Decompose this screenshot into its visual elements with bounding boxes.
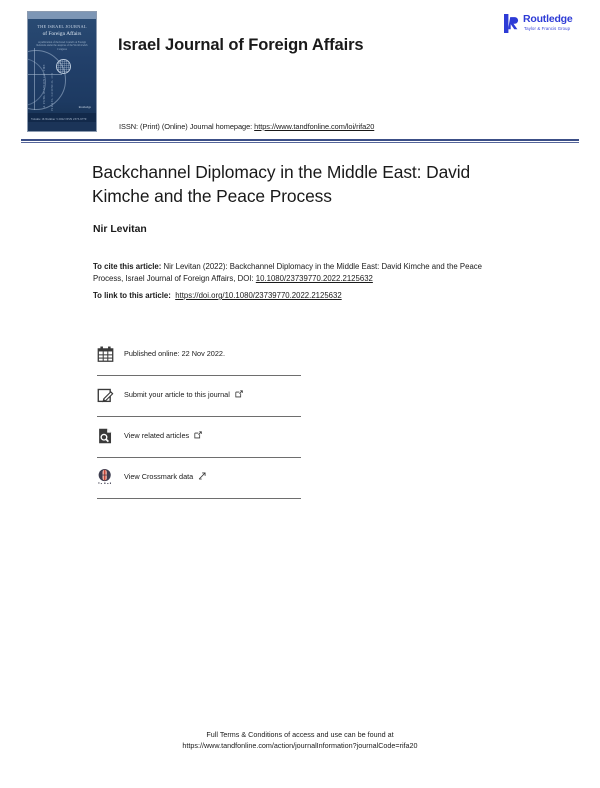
cover-vertical-text: A PUBLICATION OF THE — [42, 64, 46, 108]
meta-label-related-articles — [124, 431, 202, 440]
meta-row-submit-article[interactable] — [97, 375, 301, 416]
meta-row-end — [97, 498, 301, 499]
article-metadata-list — [97, 334, 301, 499]
meta-separator — [97, 416, 301, 417]
cover-vertical-line — [34, 48, 35, 110]
header-rule-bottom — [21, 142, 579, 143]
doi-url-link[interactable]: https://doi.org/10.1080/23739770.2022.2125632 — [175, 291, 342, 300]
related-articles-icon — [97, 427, 114, 445]
external-link-icon — [198, 472, 206, 480]
citation-block — [93, 261, 508, 284]
article-author: Nir Levitan — [93, 224, 147, 235]
routledge-mark-icon — [504, 14, 519, 33]
header-rule-top — [21, 139, 579, 141]
calendar-icon — [97, 345, 114, 363]
meta-label-published-online: Published online: 22 Nov 2022. — [124, 349, 226, 358]
doi-link[interactable]: 10.1080/23739770.2022.2125632 — [255, 273, 373, 283]
cite-text: Nir Levitan (2022): Backchannel Diplomacy in the Middle East: David Kimche and the Peace Process, Israel Journal of Foreign Affairs, DOI: — [93, 262, 483, 283]
external-link-icon — [235, 390, 243, 398]
cover-issue-line: Volume 16 Number 3 2022 ISSN 2373-9770 — [31, 116, 87, 121]
cover-subtitle: A publication of the Israel Council on Foreign Relations under the auspices of the World Jewish Congress — [36, 41, 88, 51]
footer-line-1: Full Terms & Conditions of access and use can be found at — [206, 730, 394, 739]
routledge-logo[interactable] — [504, 13, 584, 39]
issn-prefix: ISSN: (Print) (Online) Journal homepage: — [119, 122, 253, 131]
meta-separator — [97, 498, 301, 499]
cover-title-line1: THE ISRAEL JOURNAL — [37, 24, 87, 29]
issn-homepage-line — [119, 122, 374, 131]
meta-row-published-online — [97, 334, 301, 375]
cover-publisher-mark: Routledge — [78, 105, 91, 109]
meta-label-crossmark — [124, 472, 206, 481]
meta-text-submit-article: Submit your article to this journal — [124, 390, 230, 399]
page-footer — [0, 729, 600, 751]
submit-article-icon — [97, 386, 114, 404]
external-link-icon — [194, 431, 202, 439]
journal-homepage-link[interactable]: https://www.tandfonline.com/loi/rifa20 — [254, 122, 375, 131]
meta-row-crossmark[interactable] — [97, 457, 301, 498]
cover-title-line2: of Foreign Affairs — [42, 31, 82, 37]
crossmark-icon — [97, 468, 114, 486]
meta-separator — [97, 457, 301, 458]
article-title: Backchannel Diplomacy in the Middle East: David Kimche and the Peace Process — [92, 162, 471, 206]
meta-text-crossmark: View Crossmark data — [124, 472, 194, 481]
meta-row-related-articles[interactable] — [97, 416, 301, 457]
cite-label: To cite this article: — [93, 262, 162, 271]
cover-vertical-text-2: ISRAEL COUNCIL ON — [50, 72, 54, 112]
meta-label-submit-article — [124, 390, 243, 399]
link-label: To link to this article: — [93, 291, 171, 300]
routledge-wordmark: Routledge — [523, 13, 573, 25]
cover-foot-strip — [28, 122, 96, 131]
taylor-francis-tagline: Taylor & Francis Group — [524, 26, 571, 31]
journal-title: Israel Journal of Foreign Affairs — [118, 36, 364, 54]
doi-link-block — [93, 290, 513, 302]
meta-text-related-articles: View related articles — [124, 431, 190, 440]
meta-separator — [97, 375, 301, 376]
journal-cover-thumbnail[interactable] — [27, 11, 97, 132]
globe-icon — [56, 59, 71, 74]
footer-line-2[interactable]: https://www.tandfonline.com/action/journalInformation?journalCode=rifa20 — [182, 741, 418, 750]
cover-top-band — [28, 12, 96, 19]
page-header — [0, 0, 600, 140]
